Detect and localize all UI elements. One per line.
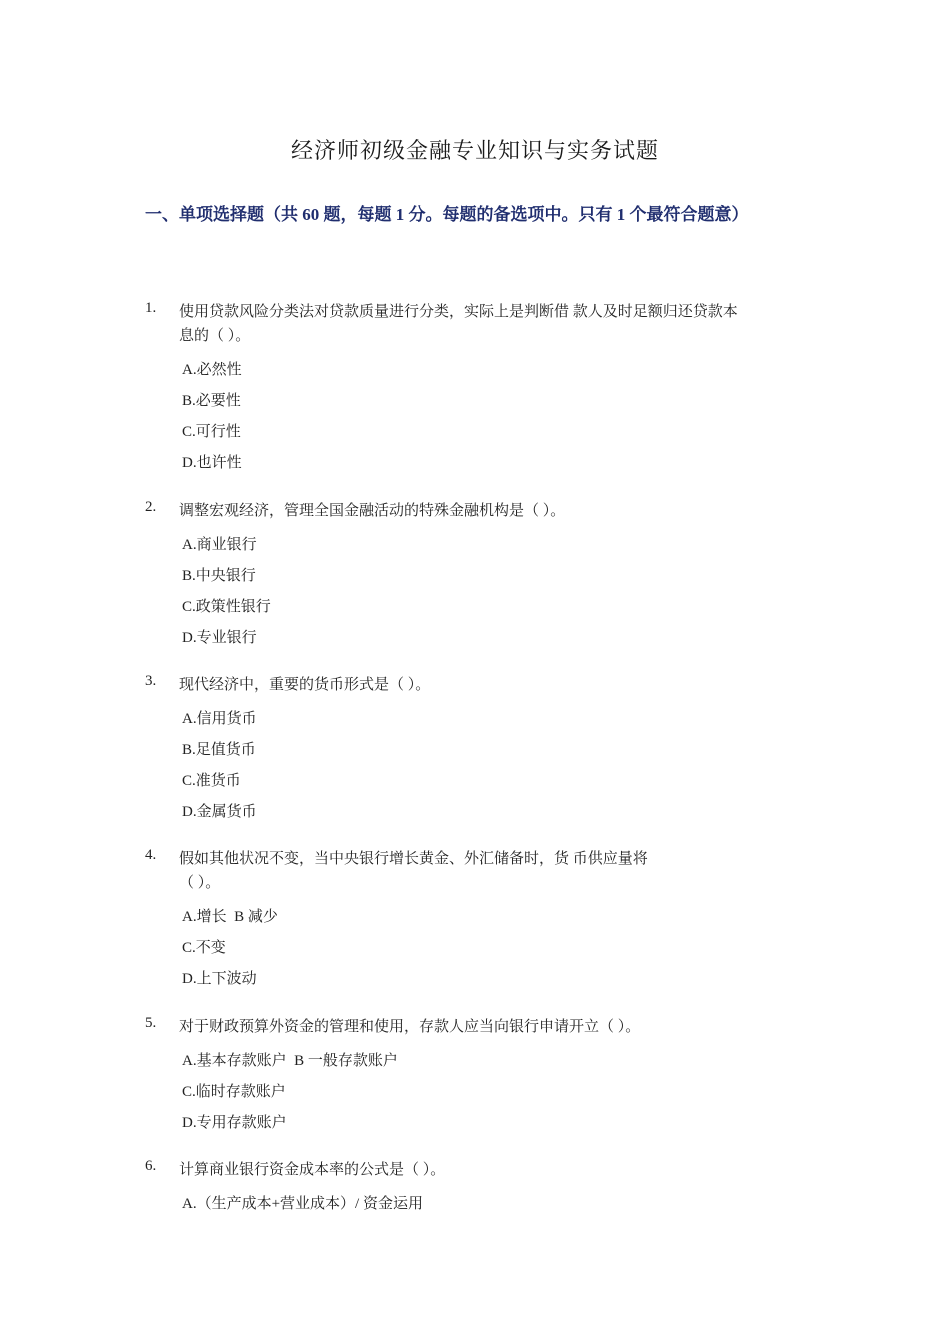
option: B.足值货币 — [182, 742, 256, 758]
question-3 — [145, 673, 825, 828]
question-stem — [179, 300, 825, 348]
question-number: 2. — [145, 499, 157, 515]
option-list — [182, 902, 825, 995]
option: C.不变 — [182, 940, 226, 956]
stem-line: 息的（ ）。 — [179, 328, 251, 344]
option-list — [182, 355, 825, 479]
question-2 — [145, 499, 825, 654]
stem-line: 假如其他状况不变，当中央银行增长黄金、外汇储备时，货 币供应量将 — [179, 851, 648, 867]
document-title: 经济师初级金融专业知识与实务试题 — [290, 138, 659, 163]
stem-line: 计算商业银行资金成本率的公式是（ ）。 — [179, 1162, 446, 1178]
option: D.金属货币 — [182, 804, 257, 820]
option: A.必然性 — [182, 362, 242, 378]
option: D.专用存款账户 — [182, 1115, 287, 1131]
option: A.（生产成本+营业成本）/ 资金运用 — [182, 1196, 423, 1212]
question-stem — [179, 1158, 825, 1182]
question-stem — [179, 673, 825, 697]
option: A.商业银行 — [182, 537, 257, 553]
question-stem — [179, 499, 825, 523]
option: C.准货币 — [182, 773, 241, 789]
question-4 — [145, 847, 825, 995]
stem-line: 使用贷款风险分类法对贷款质量进行分类，实际上是判断借 款人及时足额归还贷款本 — [179, 304, 738, 320]
option: C.可行性 — [182, 424, 241, 440]
section-heading: 一、单项选择题（共 60 题，每题 1 分。每题的备选项中。只有 1 个最符合题意） — [145, 205, 749, 224]
option: D.上下波动 — [182, 971, 257, 987]
option: A.基本存款账户 B 一般存款账户 — [182, 1053, 398, 1069]
option-list — [182, 1189, 825, 1220]
option: C.政策性银行 — [182, 599, 271, 615]
option: D.也许性 — [182, 455, 242, 471]
option: A.增长 B 减少 — [182, 909, 278, 925]
question-stem — [179, 1015, 825, 1039]
question-number: 3. — [145, 673, 157, 689]
stem-line: 现代经济中，重要的货币形式是（ ）。 — [179, 677, 431, 693]
stem-line: 对于财政预算外资金的管理和使用，存款人应当向银行申请开立（ ）。 — [179, 1019, 641, 1035]
option-list — [182, 1046, 825, 1139]
question-6 — [145, 1158, 825, 1220]
question-stem — [179, 847, 825, 895]
question-number: 6. — [145, 1158, 157, 1174]
option: A.信用货币 — [182, 711, 257, 727]
stem-line: 调整宏观经济，管理全国金融活动的特殊金融机构是（ ）。 — [179, 503, 566, 519]
stem-line: （ ）。 — [179, 875, 221, 891]
question-1 — [145, 300, 825, 479]
option: B.必要性 — [182, 393, 241, 409]
question-number: 5. — [145, 1015, 157, 1031]
option-list — [182, 530, 825, 654]
option: D.专业银行 — [182, 630, 257, 646]
question-number: 1. — [145, 300, 157, 316]
option: B.中央银行 — [182, 568, 256, 584]
option-list — [182, 704, 825, 828]
question-5 — [145, 1015, 825, 1139]
question-number: 4. — [145, 847, 157, 863]
option: C.临时存款账户 — [182, 1084, 286, 1100]
